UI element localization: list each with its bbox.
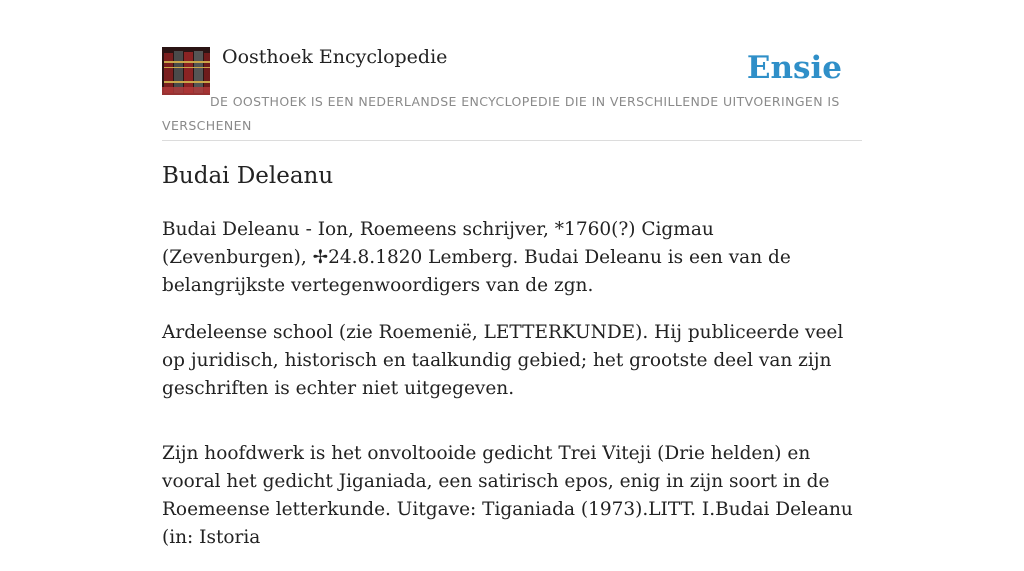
brand-logo[interactable]: Ensie	[746, 50, 842, 86]
site-title[interactable]: Oosthoek Encyclopedie	[222, 46, 448, 68]
article-paragraph: Budai Deleanu - Ion, Roemeens schrijver, *1760(?) Cigmau (Zevenburgen), ✢24.8.1820 Lemberg. Budai Deleanu is een van de belangrijkste vertegenwoordigers van de zgn.	[162, 219, 791, 296]
site-header	[162, 0, 862, 141]
article-paragraph: Zijn hoofdwerk is het onvoltooide gedicht Trei Viteji (Drie helden) en vooral het gedicht Jiganiada, een satirisch epos, enig in zijn soort in de Roemeense letterkunde. Uitgave: Tiganiada (1973).LITT. I.Budai Deleanu (in: Istoria	[162, 443, 853, 548]
article-title: Budai Deleanu	[162, 163, 334, 189]
encyclopedia-books-avatar-icon[interactable]	[162, 47, 210, 95]
article-body	[162, 216, 862, 571]
article-paragraph: Ardeleense school (zie Roemenië, LETTERKUNDE). Hij publiceerde veel op juridisch, historisch en taalkundig gebied; het grootste deel van zijn geschriften is echter niet uitgegeven.	[162, 322, 844, 399]
page	[162, 0, 862, 548]
site-tagline: DE OOSTHOEK IS EEN NEDERLANDSE ENCYCLOPEDIE DIE IN VERSCHILLENDE UITVOERINGEN IS VERSCHENEN	[162, 94, 840, 133]
